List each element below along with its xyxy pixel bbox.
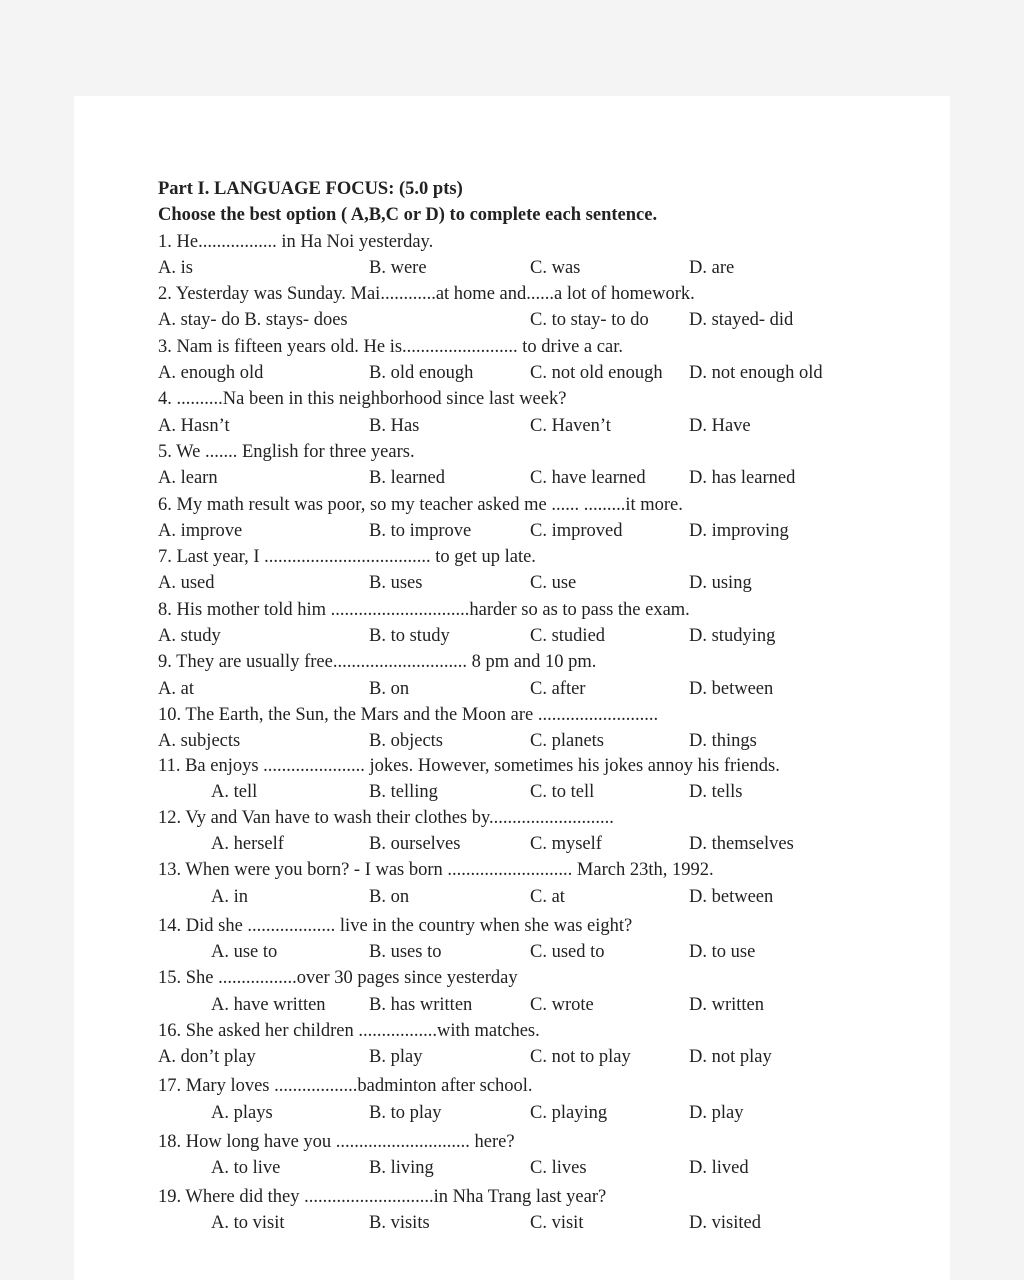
option-d: D. not enough old [689, 363, 823, 384]
option-c: C. have learned [530, 468, 646, 489]
option-a-b: A. stay- do B. stays- does [158, 310, 348, 331]
option-c: C. studied [530, 626, 606, 647]
option-b: B. visits [369, 1213, 430, 1234]
option-a: A. have written [211, 994, 326, 1015]
option-c: C. to tell [530, 781, 595, 802]
option-a: A. to visit [211, 1213, 285, 1234]
options-1 [158, 255, 858, 281]
option-c: C. after [530, 678, 586, 699]
option-a: A. don’t play [158, 1047, 256, 1068]
option-c: C. improved [530, 520, 623, 541]
option-c: C. visit [530, 1213, 584, 1234]
question-11: 11. Ba enjoys ...................... jokes. However, sometimes his jokes annoy his friends. [158, 755, 780, 776]
option-c: C. was [530, 257, 581, 278]
options-10 [158, 728, 858, 754]
option-c: C. to stay- to do [530, 310, 649, 331]
option-c: C. used to [530, 942, 605, 963]
options-18 [158, 1155, 858, 1184]
options-12 [158, 831, 858, 857]
question-9: 9. They are usually free............................. 8 pm and 10 pm. [158, 652, 597, 673]
options-6 [158, 518, 858, 544]
option-c: C. not to play [530, 1047, 631, 1068]
question-6: 6. My math result was poor, so my teacher asked me ...... .........it more. [158, 494, 683, 515]
option-a: A. use to [211, 942, 278, 963]
option-a: A. tell [211, 781, 258, 802]
options-15 [158, 992, 858, 1018]
question-8: 8. His mother told him ..............................harder so as to pass the exam. [158, 599, 690, 620]
options-16 [158, 1044, 858, 1073]
option-a: A. used [158, 573, 215, 594]
question-5: 5. We ....... English for three years. [158, 441, 415, 462]
option-b: B. Has [369, 415, 420, 436]
option-c: C. wrote [530, 994, 594, 1015]
option-d: D. things [689, 731, 757, 752]
option-d: D. visited [689, 1213, 761, 1234]
option-d: D. using [689, 573, 752, 594]
question-18: 18. How long have you ............................. here? [158, 1131, 515, 1152]
option-b: B. to study [369, 626, 450, 647]
option-a: A. herself [211, 834, 284, 855]
option-a: A. at [158, 678, 194, 699]
question-19: 19. Where did they ............................in Nha Trang last year? [158, 1186, 607, 1207]
option-d: D. written [689, 994, 765, 1015]
option-d: D. between [689, 886, 774, 907]
option-a: A. is [158, 257, 193, 278]
question-10: 10. The Earth, the Sun, the Mars and the Moon are .......................... [158, 704, 659, 725]
option-b: B. uses [369, 573, 423, 594]
options-17 [158, 1100, 858, 1129]
option-b: B. old enough [369, 363, 474, 384]
options-2 [158, 307, 858, 333]
options-9 [158, 676, 858, 702]
question-1: 1. He................. in Ha Noi yesterday. [158, 231, 434, 252]
option-c: C. playing [530, 1102, 608, 1123]
option-d: D. themselves [689, 834, 794, 855]
worksheet-page [74, 96, 950, 1280]
option-d: D. between [689, 678, 774, 699]
question-14: 14. Did she ................... live in the country when she was eight? [158, 915, 633, 936]
option-c: C. lives [530, 1157, 587, 1178]
options-19 [158, 1210, 858, 1239]
option-d: D. Have [689, 415, 751, 436]
question-16: 16. She asked her children .................with matches. [158, 1020, 540, 1041]
option-a: A. learn [158, 468, 218, 489]
option-c: C. myself [530, 834, 602, 855]
option-b: B. telling [369, 781, 438, 802]
question-13: 13. When were you born? - I was born ........................... March 23th, 1992. [158, 860, 714, 881]
question-15: 15. She .................over 30 pages since yesterday [158, 968, 518, 989]
option-b: B. to improve [369, 520, 472, 541]
option-d: D. has learned [689, 468, 796, 489]
question-3: 3. Nam is fifteen years old. He is......................... to drive a car. [158, 336, 623, 357]
option-d: D. play [689, 1102, 744, 1123]
option-a: A. plays [211, 1102, 273, 1123]
option-a: A. enough old [158, 363, 264, 384]
option-b: B. objects [369, 731, 443, 752]
option-b: B. to play [369, 1102, 442, 1123]
options-5 [158, 465, 858, 491]
option-a: A. study [158, 626, 221, 647]
option-d: D. to use [689, 942, 756, 963]
options-14 [158, 939, 858, 965]
options-7 [158, 570, 858, 596]
question-2: 2. Yesterday was Sunday. Mai............at home and......a lot of homework. [158, 284, 695, 305]
option-b: B. has written [369, 994, 473, 1015]
option-b: B. on [369, 678, 410, 699]
options-11 [158, 779, 858, 805]
options-8 [158, 623, 858, 649]
option-d: D. tells [689, 781, 743, 802]
option-c: C. not old enough [530, 363, 663, 384]
option-a: A. subjects [158, 731, 241, 752]
question-12: 12. Vy and Van have to wash their clothes by........................... [158, 807, 614, 828]
worksheet-content [158, 176, 858, 1239]
option-d: D. not play [689, 1047, 772, 1068]
options-13 [158, 884, 858, 913]
option-c: C. Haven’t [530, 415, 611, 436]
option-a: A. Hasn’t [158, 415, 230, 436]
option-b: B. on [369, 886, 410, 907]
option-b: B. uses to [369, 942, 442, 963]
option-b: B. play [369, 1047, 423, 1068]
option-a: A. in [211, 886, 248, 907]
options-4 [158, 413, 858, 439]
option-c: C. use [530, 573, 577, 594]
option-b: B. were [369, 257, 427, 278]
option-d: D. improving [689, 520, 789, 541]
options-3 [158, 360, 858, 386]
question-4: 4. ..........Na been in this neighborhood since last week? [158, 389, 567, 410]
option-d: D. studying [689, 626, 776, 647]
option-d: D. lived [689, 1157, 749, 1178]
option-c: C. planets [530, 731, 604, 752]
option-d: D. stayed- did [689, 310, 794, 331]
option-a: A. to live [211, 1157, 281, 1178]
instruction: Choose the best option ( A,B,C or D) to complete each sentence. [158, 205, 658, 226]
option-b: B. learned [369, 468, 446, 489]
option-a: A. improve [158, 520, 243, 541]
question-17: 17. Mary loves ..................badminton after school. [158, 1076, 533, 1097]
option-c: C. at [530, 886, 565, 907]
option-d: D. are [689, 257, 735, 278]
part-title: Part I. LANGUAGE FOCUS: (5.0 pts) [158, 179, 463, 199]
option-b: B. ourselves [369, 834, 461, 855]
option-b: B. living [369, 1157, 434, 1178]
question-7: 7. Last year, I .................................... to get up late. [158, 547, 536, 568]
